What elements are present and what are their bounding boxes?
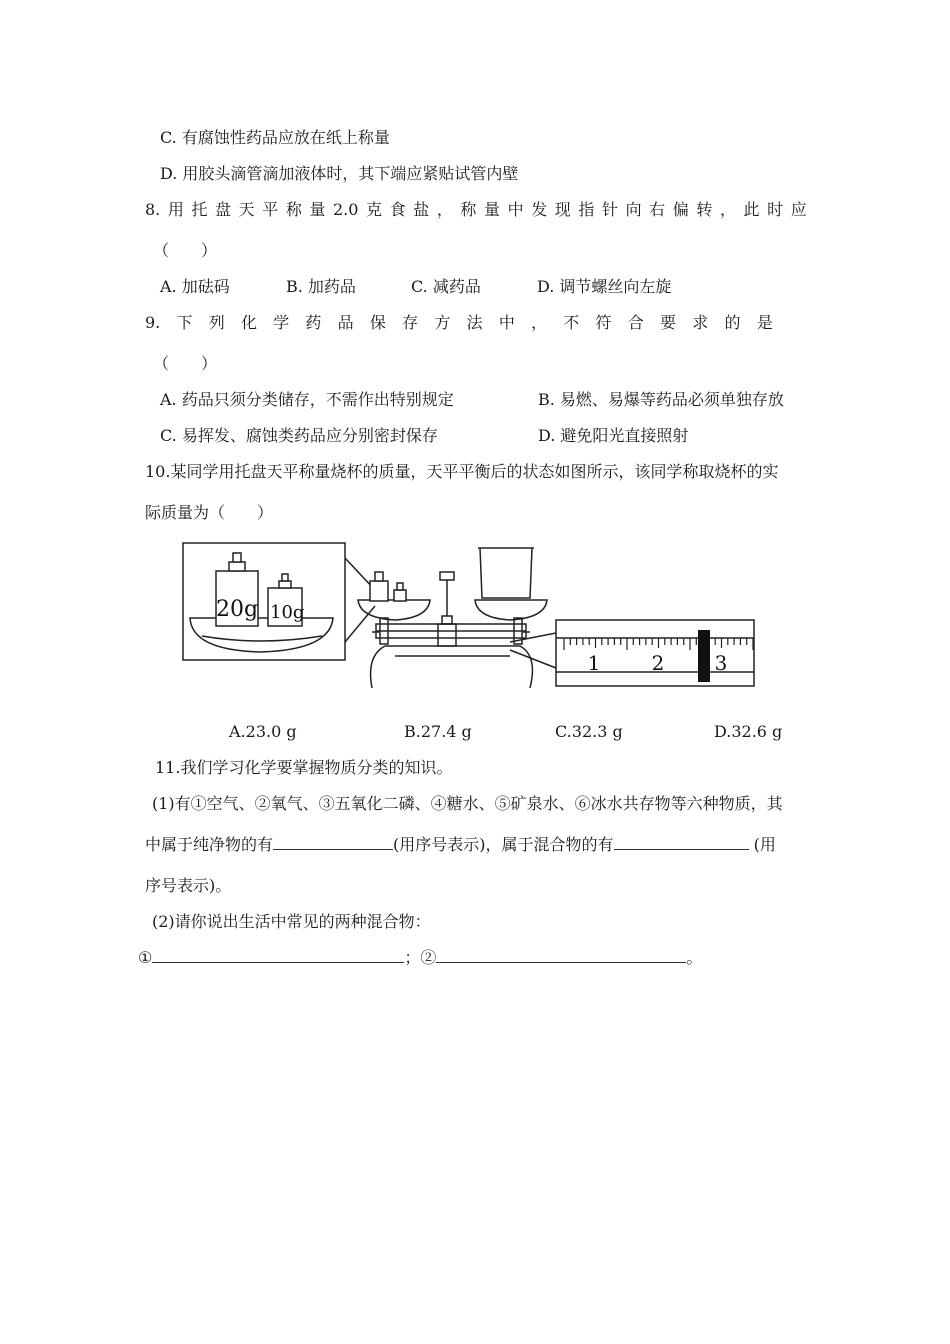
q11-part1-text-a: 中属于纯净物的有 xyxy=(145,835,274,854)
q8-stem xyxy=(145,200,807,220)
q11-title: 11.我们学习化学要掌握物质分类的知识。 xyxy=(155,758,453,777)
q9-stem-word: 要 xyxy=(660,313,677,332)
q8-stem-word: 2.0 xyxy=(333,200,359,219)
q8-option-d: D. 调节螺丝向左旋 xyxy=(537,277,672,296)
q9-stem-word: 法 xyxy=(466,313,483,332)
q8-stem-word: 称 xyxy=(460,200,477,219)
q9-stem-word: 中 xyxy=(498,313,515,332)
q9-stem xyxy=(145,313,807,333)
q9-paren: （ ） xyxy=(153,354,218,373)
mixture-example-1-blank[interactable] xyxy=(152,948,404,963)
circle-one: ① xyxy=(138,948,153,967)
q10-stem-line2: 际质量为（ ） xyxy=(145,503,274,522)
q8-stem-word: 应 xyxy=(790,200,807,219)
q11-part1-line2 xyxy=(145,835,776,855)
q8-stem-word: 用 xyxy=(167,200,184,219)
q9-option-c: C. 易挥发、腐蚀类药品应分别密封保存 xyxy=(160,426,438,445)
q9-stem-word: 求 xyxy=(692,313,709,332)
q8-stem-word: 称 xyxy=(285,200,302,219)
answer-separator: ；② xyxy=(404,948,437,967)
scale-mark-1: 1 xyxy=(587,651,601,675)
balance-base xyxy=(371,646,533,688)
q9-stem-word: 不 xyxy=(563,313,580,332)
q7-option-c: C. 有腐蚀性药品应放在纸上称量 xyxy=(160,128,390,147)
scale-mark-2: 2 xyxy=(651,651,665,675)
q8-stem-word: 量 xyxy=(309,200,326,219)
q9-stem-word: 符 xyxy=(595,313,612,332)
q9-stem-word: 下 xyxy=(176,313,193,332)
q8-stem-word: 量 xyxy=(484,200,501,219)
q9-number: 9. xyxy=(145,313,161,332)
q8-stem-word: 指 xyxy=(578,200,595,219)
q11-part1-line1: (1)有①空气、②氧气、③五氧化二磷、④糖水、⑤矿泉水、⑥冰水共存物等六种物质，其 xyxy=(152,794,783,813)
right-pan xyxy=(475,600,547,620)
q9-stem-word: 存 xyxy=(402,313,419,332)
q8-stem-word: 盘 xyxy=(215,200,232,219)
q8-option-b: B. 加药品 xyxy=(286,277,356,296)
ruler-ticks xyxy=(564,638,753,650)
weight-10g-label: 10g xyxy=(270,602,305,623)
q8-stem-word: 现 xyxy=(554,200,571,219)
q9-stem-word: 保 xyxy=(369,313,386,332)
q8-stem-word: 时 xyxy=(767,200,784,219)
q11-part2-answers xyxy=(138,948,702,968)
q9-stem-word: 学 xyxy=(273,313,290,332)
q8-paren: （ ） xyxy=(153,241,218,260)
q8-stem-word: 盐 xyxy=(413,200,430,219)
beaker xyxy=(480,548,532,598)
q9-stem-word: 化 xyxy=(240,313,257,332)
q9-stem-word: 合 xyxy=(627,313,644,332)
q9-stem-word: 的 xyxy=(724,313,741,332)
q11-part1-text-b: (用序号表示)，属于混合物的有 xyxy=(393,835,614,854)
q8-stem-word: 偏 xyxy=(672,200,689,219)
q8-stem-word: 天 xyxy=(238,200,255,219)
q8-stem-word: 此 xyxy=(743,200,760,219)
q8-stem-word: 转 xyxy=(696,200,713,219)
q10-option-a: A.23.0 g xyxy=(229,722,297,741)
q11-part1-line3: 序号表示)。 xyxy=(145,876,232,895)
q9-option-d: D. 避免阳光直接照射 xyxy=(538,426,689,445)
q9-stem-word: 品 xyxy=(337,313,354,332)
q9-stem-word: 药 xyxy=(305,313,322,332)
q8-stem-word: 右 xyxy=(649,200,666,219)
q11-part1-text-c: (用 xyxy=(753,835,776,854)
q7-option-d: D. 用胶头滴管滴加液体时，其下端应紧贴试管内壁 xyxy=(160,164,519,183)
q8-stem-word: 克 xyxy=(366,200,383,219)
weight-20g-label: 20g xyxy=(216,597,259,622)
q8-option-c: C. 减药品 xyxy=(411,277,481,296)
rider-block xyxy=(698,630,710,682)
q8-stem-word: 向 xyxy=(625,200,642,219)
q8-stem-word: 针 xyxy=(601,200,618,219)
q8-stem-word: 平 xyxy=(262,200,279,219)
q8-stem-word: 食 xyxy=(389,200,406,219)
mixture-blank[interactable] xyxy=(614,835,749,850)
q9-option-b: B. 易燃、易爆等药品必须单独存放 xyxy=(538,390,784,409)
q9-stem-word: ， xyxy=(531,313,548,332)
q8-stem-word: ， xyxy=(436,200,453,219)
q9-stem-word: 是 xyxy=(756,313,773,332)
q10-option-b: B.27.4 g xyxy=(404,722,472,741)
pure-substance-blank[interactable] xyxy=(273,835,393,850)
inset-dish xyxy=(190,618,333,652)
q8-stem-word: 发 xyxy=(531,200,548,219)
q9-stem-word: 列 xyxy=(208,313,225,332)
mixture-example-2-blank[interactable] xyxy=(436,948,686,963)
q11-part2: (2)请你说出生活中常见的两种混合物： xyxy=(152,912,431,931)
q8-stem-word: 托 xyxy=(191,200,208,219)
q10-option-d: D.32.6 g xyxy=(714,722,783,741)
answer-end: 。 xyxy=(686,948,703,967)
q10-stem-line1: 10.某同学用托盘天平称量烧杯的质量，天平平衡后的状态如图所示，该同学称取烧杯的实 xyxy=(145,462,779,481)
scale-mark-3: 3 xyxy=(714,651,728,675)
q10-option-c: C.32.3 g xyxy=(555,722,623,741)
q8-number: 8. xyxy=(145,200,161,219)
left-pan xyxy=(358,600,430,620)
q8-stem-word: ， xyxy=(719,200,736,219)
balance-figure xyxy=(180,538,760,690)
q8-option-a: A. 加砝码 xyxy=(160,277,230,296)
q9-stem-word: 方 xyxy=(434,313,451,332)
q8-stem-word: 中 xyxy=(507,200,524,219)
q9-option-a: A. 药品只须分类储存，不需作出特别规定 xyxy=(160,390,454,409)
